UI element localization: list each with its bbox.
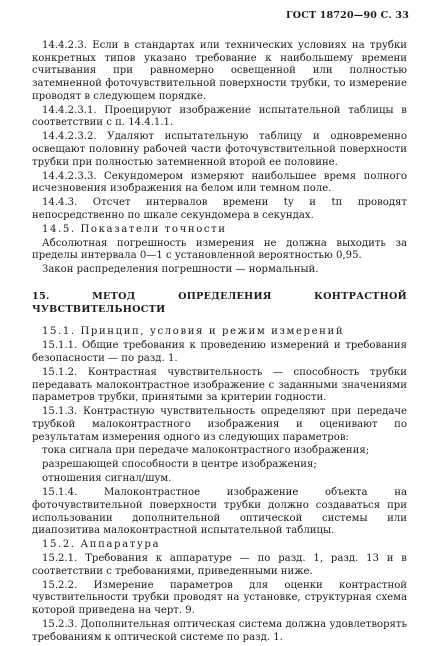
paragraph: 14.4.2.3. Если в стандартах или технических условиях на трубки конкретных типов указано требование к наибольшему времени считывания при равномерно освещенной или полностью затемненной фоточувствительной поверхности трубки, то измерение проводят в следующем порядке. — [32, 40, 407, 102]
paragraph: 15.2.3. Дополнительная оптическая система должна удовлетворять требованиям к оптической системе по разд. 1. — [32, 618, 407, 643]
paragraph: 15.1.4. Малоконтрастное изображение объекта на фоточувствительной поверхности трубки должно создаваться при использовании дополнительной оптической системы или диапозитива малоконтрастной испытательной таблицы. — [32, 487, 407, 537]
paragraph: 14.4.2.3.2. Удаляют испытательную таблицу и одновременно освещают половину рабочей части фоточувствительной поверхности трубки при полностью затемненной второй ее половине. — [32, 131, 407, 168]
paragraph: 15.2.2. Измерение параметров для оценки контрастной чувствительности трубки проводят на установке, структурная схема которой приведена на черт. 9. — [32, 579, 407, 617]
paragraph: 15.1.1. Общие требования к проведению измерений и требования безопасности — по разд. 1. — [32, 340, 407, 364]
paragraph: 15.1.3. Контрастную чувствительность определяют при передаче трубкой малоконтрастного изображения и оценивают по результатам измерения одного из следующих параметров: — [32, 406, 407, 443]
paragraph: 14.4.2.3.1. Проецируют изображение испытательной таблицы в соответствии с п. 14.4.1.1. — [32, 104, 407, 129]
paragraph: 15.2.1. Требования к аппаратуре — по разд. 1, разд. 13 и в соответствии с требованиями, приведенными ниже. — [32, 553, 407, 577]
document-body — [32, 40, 407, 646]
page-header: ГОСТ 18720—90 С. 33 — [285, 10, 409, 21]
paragraph: Закон распределения погрешности — нормальный. — [42, 264, 319, 276]
subsection-heading: 14.5. Показатели точности — [42, 223, 227, 235]
list-item: разрешающей способности в центре изображения; — [42, 459, 317, 471]
section-title: 15. МЕТОД ОПРЕДЕЛЕНИЯ КОНТРАСТНОЙ ЧУВСТВИТЕЛЬНОСТИ — [32, 290, 407, 315]
subsection-heading: 15.2. Аппаратура — [42, 539, 161, 551]
paragraph: Абсолютная погрешность измерения не должна выходить за пределы интервала 0—1 с установленной вероятностью 0,95. — [32, 237, 407, 262]
paragraph: 14.4.2.3.3. Секундомером измеряют наибольшее время полного исчезновения изображения на белом или темном поле. — [32, 170, 407, 195]
list-item: отношения сигнал/шум. — [42, 473, 172, 485]
paragraph: 14.4.3. Отсчет интервалов времени tу и tп проводят непосредственно по шкале секундомера в секундах. — [32, 197, 407, 221]
subsection-heading: 15.1. Принцип, условия и режим измерений — [42, 326, 345, 338]
list-item: тока сигнала при передаче малоконтрастного изображения; — [42, 445, 370, 457]
paragraph: 15.1.2. Контрастная чувствительность — способность трубки передавать малоконтрастное изображение с заданными значениями параметров трубки, принятыми за критерии годности. — [32, 366, 407, 404]
